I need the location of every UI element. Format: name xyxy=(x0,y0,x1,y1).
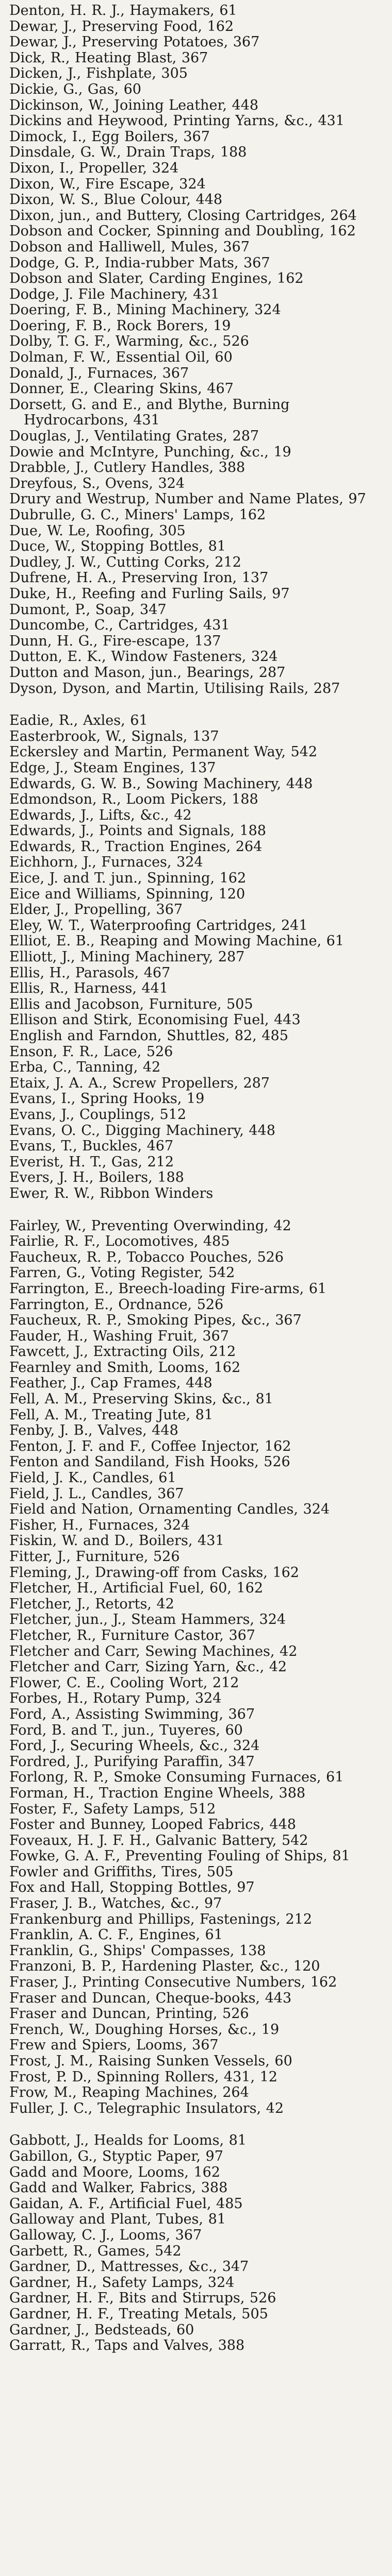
index-entry: Fletcher, J., Retorts, 42 xyxy=(9,1596,174,1612)
index-entry: Frow, M., Reaping Machines, 264 xyxy=(9,2084,249,2101)
index-entry: Drury and Westrup, Number and Name Plates, 97 xyxy=(9,491,366,507)
index-entry: Everist, H. T., Gas, 212 xyxy=(9,1154,174,1170)
index-entry: Fearnley and Smith, Looms, 162 xyxy=(9,1359,241,1376)
index-entry: Dyson, Dyson, and Martin, Utilising Rails, 287 xyxy=(9,680,340,697)
index-section-e xyxy=(9,713,387,1201)
index-entry: Eley, W. T., Waterproofing Cartridges, 241 xyxy=(9,917,308,934)
index-entry: Dobson and Slater, Carding Engines, 162 xyxy=(9,270,304,287)
index-entry: Field, J. L., Candles, 367 xyxy=(9,1485,184,1502)
index-entry: Foster and Bunney, Looped Fabrics, 448 xyxy=(9,1817,296,1833)
index-entry: Gabbott, J., Healds for Looms, 81 xyxy=(9,2132,247,2149)
index-entry: Dubrulle, G. C., Miners' Lamps, 162 xyxy=(9,507,266,523)
index-entry: Forbes, H., Rotary Pump, 324 xyxy=(9,1690,222,1707)
index-entry: Doering, F. B., Mining Machinery, 324 xyxy=(9,302,281,318)
index-entry: Dolby, T. G. F., Warming, &c., 526 xyxy=(9,333,249,350)
index-entry: Dutton, E. K., Window Fasteners, 324 xyxy=(9,649,278,665)
index-entry: Evans, I., Spring Hooks, 19 xyxy=(9,1091,205,1107)
index-entry: Fell, A. M., Treating Jute, 81 xyxy=(9,1406,214,1423)
index-section-f xyxy=(9,1218,387,2117)
index-entry: Gadd and Moore, Looms, 162 xyxy=(9,2164,220,2180)
index-entry: Gardner, J., Bedsteads, 60 xyxy=(9,2321,194,2338)
index-entry: Elliott, J., Mining Machinery, 287 xyxy=(9,949,245,965)
index-entry: Frost, P. D., Spinning Rollers, 431, 12 xyxy=(9,2069,277,2085)
index-entry: Fenton and Sandiland, Fish Hooks, 526 xyxy=(9,1454,290,1470)
index-entry: Fenby, J. B., Valves, 448 xyxy=(9,1422,178,1439)
index-entry: English and Farndon, Shuttles, 82, 485 xyxy=(9,1028,288,1044)
index-entry: Elder, J., Propelling, 367 xyxy=(9,902,183,918)
index-entry: Fell, A. M., Preserving Skins, &c., 81 xyxy=(9,1391,273,1408)
index-entry: Fauder, H., Washing Fruit, 367 xyxy=(9,1328,229,1344)
index-entry: Fenton, J. F. and F., Coffee Injector, 162 xyxy=(9,1438,291,1454)
index-entry: Fraser and Duncan, Cheque-books, 443 xyxy=(9,1990,292,2006)
index-entry: Dolman, F. W., Essential Oil, 60 xyxy=(9,349,233,366)
index-entry: Fraser, J., Printing Consecutive Numbers, 162 xyxy=(9,1974,337,1991)
index-entry: Forlong, R. P., Smoke Consuming Furnaces, 61 xyxy=(9,1769,344,1786)
index-entry: Fisher, H., Furnaces, 324 xyxy=(9,1517,190,1533)
index-entry: Frew and Spiers, Looms, 367 xyxy=(9,2037,219,2054)
index-entry: Dumont, P., Soap, 347 xyxy=(9,601,167,618)
index-entry: Farrington, E., Ordnance, 526 xyxy=(9,1296,224,1313)
index-entry: Fleming, J., Drawing-off from Casks, 162 xyxy=(9,1564,299,1581)
index-entry: Evans, J., Couplings, 512 xyxy=(9,1106,187,1123)
index-entry: Dutton and Mason, jun., Bearings, 287 xyxy=(9,664,286,681)
index-entry: Douglas, J., Ventilating Grates, 287 xyxy=(9,428,259,445)
index-entry: Edwards, J., Lifts, &c., 42 xyxy=(9,807,192,823)
index-entry: Garratt, R., Taps and Valves, 388 xyxy=(9,2337,245,2354)
section-gap xyxy=(9,697,387,713)
index-entry: Field and Nation, Ornamenting Candles, 324 xyxy=(9,1501,330,1518)
index-entry: Etaix, J. A. A., Screw Propellers, 287 xyxy=(9,1075,270,1091)
index-entry: Fletcher and Carr, Sewing Machines, 42 xyxy=(9,1643,298,1659)
index-entry: Fiskin, W. and D., Boilers, 431 xyxy=(9,1533,224,1549)
index-entry: Dunn, H. G., Fire-escape, 137 xyxy=(9,633,221,649)
section-gap xyxy=(9,1202,387,1218)
index-entry: Farren, G., Voting Register, 542 xyxy=(9,1265,235,1281)
index-entry: Gardner, H. F., Bits and Stirrups, 526 xyxy=(9,2290,276,2307)
index-entry: Dreyfous, S., Ovens, 324 xyxy=(9,475,185,492)
index-entry: Galloway, C. J., Looms, 367 xyxy=(9,2227,202,2243)
index-entry: Duncombe, C., Cartridges, 431 xyxy=(9,617,230,634)
index-entry: Gaidan, A. F., Artificial Fuel, 485 xyxy=(9,2195,243,2212)
index-entry: Fordred, J., Purifying Paraffin, 347 xyxy=(9,1753,255,1770)
index-entry: Dufrene, H. A., Preserving Iron, 137 xyxy=(9,570,269,586)
index-entry: Dobson and Halliwell, Mules, 367 xyxy=(9,239,250,255)
index-entry: Edwards, R., Traction Engines, 264 xyxy=(9,838,263,855)
index-entry: Fox and Hall, Stopping Bottles, 97 xyxy=(9,1879,255,1896)
index-entry: Enson, F. R., Lace, 526 xyxy=(9,1043,173,1060)
index-entry: Franklin, G., Ships' Compasses, 138 xyxy=(9,1942,266,1959)
index-entry: Farrington, E., Breech-loading Fire-arms, 61 xyxy=(9,1280,327,1297)
index-entry: Field, J. K., Candles, 61 xyxy=(9,1470,176,1486)
index-entry: Flower, C. E., Cooling Wort, 212 xyxy=(9,1674,239,1691)
index-entry: Fowler and Griffiths, Tires, 505 xyxy=(9,1863,234,1880)
index-entry: Due, W. Le, Roofing, 305 xyxy=(9,522,186,539)
index-entry: Ellis and Jacobson, Furniture, 505 xyxy=(9,996,253,1012)
index-entry: Dicken, J., Fishplate, 305 xyxy=(9,65,188,82)
index-entry: Fletcher, R., Furniture Castor, 367 xyxy=(9,1627,255,1643)
index-entry: Foveaux, H. J. F. H., Galvanic Battery, 542 xyxy=(9,1832,308,1849)
index-entry: Ford, J., Securing Wheels, &c., 324 xyxy=(9,1738,260,1754)
index-entry: Doering, F. B., Rock Borers, 19 xyxy=(9,317,231,334)
index-entry: Eckersley and Martin, Permanent Way, 542 xyxy=(9,744,318,760)
index-entry: Evans, T., Buckles, 467 xyxy=(9,1138,174,1155)
index-entry: Fitter, J., Furniture, 526 xyxy=(9,1549,180,1565)
index-entry: Frankenburg and Phillips, Fastenings, 212 xyxy=(9,1911,312,1927)
index-entry: Frost, J. M., Raising Sunken Vessels, 60 xyxy=(9,2053,292,2069)
index-entry: Dewar, J., Preserving Food, 162 xyxy=(9,18,234,35)
index-entry: Eadie, R., Axles, 61 xyxy=(9,713,148,729)
index-entry: Forman, H., Traction Engine Wheels, 388 xyxy=(9,1785,306,1801)
index-entry: Gabillon, G., Styptic Paper, 97 xyxy=(9,2148,223,2164)
index-entry: Fletcher, H., Artificial Fuel, 60, 162 xyxy=(9,1580,264,1597)
index-entry: Foster, F., Safety Lamps, 512 xyxy=(9,1801,216,1817)
index-entry: Franklin, A. C. F., Engines, 61 xyxy=(9,1927,223,1943)
index-entry: Garbett, R., Games, 542 xyxy=(9,2243,182,2259)
index-entry: Fraser and Duncan, Printing, 526 xyxy=(9,2006,249,2022)
index-entry: Ford, B. and T., jun., Tuyeres, 60 xyxy=(9,1722,243,1738)
index-entry: Donner, E., Clearing Skins, 467 xyxy=(9,381,234,397)
index-entry: Fawcett, J., Extracting Oils, 212 xyxy=(9,1344,236,1360)
index-entry: Faucheux, R. P., Smoking Pipes, &c., 367 xyxy=(9,1312,302,1329)
index-entry: Ford, A., Assisting Swimming, 367 xyxy=(9,1706,255,1722)
index-entry: Denton, H. R. J., Haymakers, 61 xyxy=(9,3,237,19)
index-entry: Dixon, I., Propeller, 324 xyxy=(9,160,179,176)
index-entry: Dobson and Cocker, Spinning and Doubling, 162 xyxy=(9,223,356,240)
index-entry: Fowke, G. A. F., Preventing Fouling of Ships, 81 xyxy=(9,1848,350,1865)
index-entry: Edmondson, R., Loom Pickers, 188 xyxy=(9,791,258,808)
index-entry: Dowie and McIntyre, Punching, &c., 19 xyxy=(9,444,291,460)
index-entry: Duce, W., Stopping Bottles, 81 xyxy=(9,538,226,555)
index-entry: Duke, H., Reefing and Furling Sails, 97 xyxy=(9,585,290,602)
index-entry: Gadd and Walker, Fabrics, 388 xyxy=(9,2180,228,2196)
index-entry: Ellison and Stirk, Economising Fuel, 443 xyxy=(9,1012,301,1028)
index-entry: Dodge, J. File Machinery, 431 xyxy=(9,286,220,302)
index-entry: Easterbrook, W., Signals, 137 xyxy=(9,728,219,744)
index-entry: Dimock, I., Egg Boilers, 367 xyxy=(9,128,210,145)
index-entry: Fairlie, R. F., Locomotives, 485 xyxy=(9,1233,230,1250)
index-entry: Dixon, jun., and Buttery, Closing Cartridges, 264 xyxy=(9,207,357,224)
index-entry: Galloway and Plant, Tubes, 81 xyxy=(9,2211,226,2228)
index-entry: Edwards, J., Points and Signals, 188 xyxy=(9,823,266,839)
index-entry: Evers, J. H., Boilers, 188 xyxy=(9,1170,184,1186)
index-entry: Edge, J., Steam Engines, 137 xyxy=(9,759,216,776)
index-entry: Eice and Williams, Spinning, 120 xyxy=(9,886,246,902)
index-entry: Dewar, J., Preserving Potatoes, 367 xyxy=(9,34,260,50)
index-entry: Dickinson, W., Joining Leather, 448 xyxy=(9,97,259,113)
index-entry: Dickie, G., Gas, 60 xyxy=(9,81,141,97)
index-entry: Fairley, W., Preventing Overwinding, 42 xyxy=(9,1217,291,1234)
index-entry: Fletcher and Carr, Sizing Yarn, &c., 42 xyxy=(9,1659,287,1675)
index-entry: Gardner, H. F., Treating Metals, 505 xyxy=(9,2306,268,2322)
index-entry: Dorsett, G. and E., and Blythe, Burning Hydrocarbons, 431 xyxy=(9,396,290,429)
index-entry: Fuller, J. C., Telegraphic Insulators, 42 xyxy=(9,2100,284,2116)
index-entry: Dickins and Heywood, Printing Yarns, &c., 431 xyxy=(9,113,345,129)
index-entry: Ewer, R. W., Ribbon Winders xyxy=(9,1185,214,1201)
index-entry: Elliot, E. B., Reaping and Mowing Machine, 61 xyxy=(9,933,344,950)
index-entry: Gardner, H., Safety Lamps, 324 xyxy=(9,2274,235,2291)
index-entry: Ellis, H., Parasols, 467 xyxy=(9,964,171,981)
index-entry: Gardner, D., Mattresses, &c., 347 xyxy=(9,2259,249,2275)
index-entry: Edwards, G. W. B., Sowing Machinery, 448 xyxy=(9,775,313,792)
index-entry: Dodge, G. P., India-rubber Mats, 367 xyxy=(9,255,270,271)
index-entry: Dixon, W. S., Blue Colour, 448 xyxy=(9,192,223,208)
index-entry: Dudley, J. W., Cutting Corks, 212 xyxy=(9,554,241,570)
index-entry: Dixon, W., Fire Escape, 324 xyxy=(9,176,206,192)
section-gap xyxy=(9,2116,387,2133)
index-entry: Dick, R., Heating Blast, 367 xyxy=(9,49,208,66)
index-entry: Feather, J., Cap Frames, 448 xyxy=(9,1375,213,1392)
index-entry: Evans, O. C., Digging Machinery, 448 xyxy=(9,1122,275,1139)
index-entry: Franzoni, B. P., Hardening Plaster, &c., 120 xyxy=(9,1958,320,1975)
index-entry: Erba, C., Tanning, 42 xyxy=(9,1059,161,1076)
index-entry: French, W., Doughing Horses, &c., 19 xyxy=(9,2021,280,2038)
index-entry: Fraser, J. B., Watches, &c., 97 xyxy=(9,1895,222,1912)
index-entry: Ellis, R., Harness, 441 xyxy=(9,980,169,997)
index-entry: Dinsdale, G. W., Drain Traps, 188 xyxy=(9,144,247,161)
index-entry: Eichhorn, J., Furnaces, 324 xyxy=(9,854,203,871)
index-entry: Faucheux, R. P., Tobacco Pouches, 526 xyxy=(9,1249,284,1265)
index-section-d xyxy=(9,3,387,697)
index-entry: Drabble, J., Cutlery Handles, 388 xyxy=(9,460,246,476)
index-entry: Donald, J., Furnaces, 367 xyxy=(9,365,189,381)
index-section-g xyxy=(9,2133,387,2353)
index-entry: Eice, J. and T. jun., Spinning, 162 xyxy=(9,870,247,887)
index-entry: Fletcher, jun., J., Steam Hammers, 324 xyxy=(9,1612,286,1628)
